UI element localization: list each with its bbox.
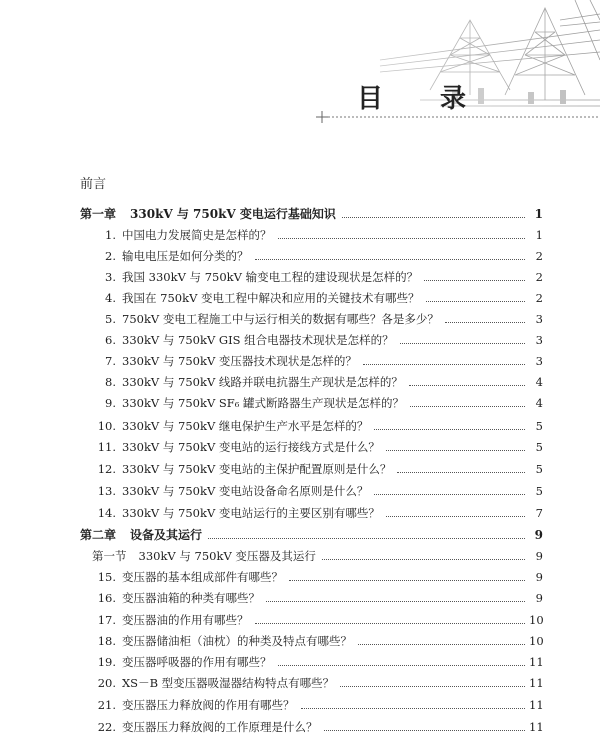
toc-leader-dots xyxy=(208,537,525,539)
toc-entry xyxy=(92,607,543,627)
toc-entry-number: 10. xyxy=(97,419,116,433)
toc-entry xyxy=(92,264,543,284)
toc-entry-title: 330kV 与 750kV 变压器及其运行 xyxy=(138,549,316,563)
toc-leader-dots xyxy=(386,515,525,517)
toc-entry xyxy=(92,285,543,305)
toc-page-number: 2 xyxy=(535,249,543,263)
toc-leader-dots xyxy=(278,237,526,239)
toc-entry-number: 13. xyxy=(97,484,116,498)
toc-entry-number: 5. xyxy=(105,312,116,326)
toc-page-number: 11 xyxy=(529,698,544,712)
toc-entry-title: 变压器的基本组成部件有哪些？ xyxy=(122,570,283,584)
toc-entry xyxy=(92,585,543,605)
toc-section-label: 第一节 xyxy=(92,549,127,563)
toc-section xyxy=(92,543,543,563)
toc-leader-dots xyxy=(363,363,525,365)
toc-entry-title: 变压器呼吸器的作用有哪些？ xyxy=(122,655,272,669)
toc-entry-title: 330kV 与 750kV 变电站的主保护配置原则是什么？ xyxy=(122,462,392,476)
toc-page-number: 1 xyxy=(534,207,543,221)
toc-page-number: 9 xyxy=(535,591,543,605)
toc-entry-title: 330kV 与 750kV 变压器技术现状是怎样的？ xyxy=(122,354,357,368)
toc-leader-dots xyxy=(358,643,525,645)
toc-page-number: 11 xyxy=(529,676,544,690)
toc-leader-dots xyxy=(410,405,525,407)
toc-leader-dots xyxy=(409,384,525,386)
toc-entry-title: 330kV 与 750kV 变电站设备命名原则是什么？ xyxy=(122,484,369,498)
toc-entry-number: 9. xyxy=(105,396,116,410)
toc-preface: 前言 xyxy=(80,177,107,192)
toc-entry xyxy=(92,692,543,712)
toc-entry-number: 18. xyxy=(97,634,116,648)
toc-page-number: 7 xyxy=(535,506,543,520)
toc-leader-dots xyxy=(374,428,525,430)
toc-leader-dots xyxy=(386,449,525,451)
toc-entry-title: 变压器储油柜（油枕）的种类及特点有哪些？ xyxy=(122,634,352,648)
toc-entry-title: 输电电压是如何分类的？ xyxy=(122,249,249,263)
toc-chapter xyxy=(80,522,543,542)
toc-entry-title: 330kV 与 750kV 变电运行基础知识 xyxy=(130,207,336,221)
toc-entry-number: 4. xyxy=(105,291,116,305)
toc-leader-dots xyxy=(426,300,525,302)
toc-page-number: 5 xyxy=(535,419,543,433)
toc-leader-dots xyxy=(400,342,525,344)
toc-entry-number: 15. xyxy=(97,570,116,584)
toc-entry-number: 14. xyxy=(97,506,116,520)
toc-entry-title: 750kV 变电工程施工中与运行相关的数据有哪些？各是多少？ xyxy=(122,312,439,326)
toc-entry-number: 1. xyxy=(105,228,116,242)
toc-leader-dots xyxy=(324,729,526,731)
toc-entry-title: 330kV 与 750kV 线路并联电抗器生产现状是怎样的？ xyxy=(122,375,403,389)
toc-entry xyxy=(92,500,543,520)
toc-leader-dots xyxy=(255,258,526,260)
toc-entry-number: 7. xyxy=(105,354,116,368)
toc-page-number: 3 xyxy=(535,333,543,347)
toc-entry-number: 17. xyxy=(97,613,116,627)
toc-entry-number: 19. xyxy=(97,655,116,669)
toc-entry-number: 2. xyxy=(105,249,116,263)
toc-entry-number: 6. xyxy=(105,333,116,347)
toc-leader-dots xyxy=(445,321,525,323)
toc-entry xyxy=(92,456,543,476)
toc-leader-dots xyxy=(278,664,526,666)
toc-entry-title: 变压器压力释放阀的作用有哪些？ xyxy=(122,698,295,712)
toc-page-number: 2 xyxy=(535,291,543,305)
toc-entry xyxy=(92,564,543,584)
toc-page-number: 9 xyxy=(535,570,543,584)
toc-entry xyxy=(92,369,543,389)
toc-entry-number: 21. xyxy=(97,698,116,712)
toc-page-number: 11 xyxy=(529,720,544,734)
toc-leader-dots xyxy=(255,622,526,624)
toc-leader-dots xyxy=(266,600,525,602)
toc-entry-number: 8. xyxy=(105,375,116,389)
toc-entry xyxy=(92,390,543,410)
toc-entry xyxy=(92,243,543,263)
toc-leader-dots xyxy=(340,685,525,687)
substation-illustration xyxy=(0,0,600,135)
toc-entry-number: 12. xyxy=(97,462,116,476)
toc-entry-title: 我国 330kV 与 750kV 输变电工程的建设现状是怎样的？ xyxy=(122,270,419,284)
toc-entry-number: 20. xyxy=(97,676,116,690)
toc-entry xyxy=(92,348,543,368)
toc-entry-title: 中国电力发展简史是怎样的？ xyxy=(122,228,272,242)
toc-entry xyxy=(92,413,543,433)
toc-page-number: 2 xyxy=(535,270,543,284)
toc-entry xyxy=(92,327,543,347)
toc-entry-title: 330kV 与 750kV SF₆ 罐式断路器生产现状是怎样的？ xyxy=(122,396,405,410)
toc-leader-dots xyxy=(342,216,525,218)
toc-page-number: 9 xyxy=(535,549,543,563)
toc-entry-number: 16. xyxy=(97,591,116,605)
toc-entry-title: XS－B 型变压器吸湿器结构特点有哪些？ xyxy=(122,676,335,690)
toc-entry-number: 3. xyxy=(105,270,116,284)
toc-leader-dots xyxy=(424,279,525,281)
toc-page-number: 4 xyxy=(535,396,543,410)
toc-entry-title: 330kV 与 750kV 变电站的运行接线方式是什么？ xyxy=(122,440,380,454)
toc-entry xyxy=(92,649,543,669)
toc-page-number: 4 xyxy=(535,375,543,389)
toc-chapter-label: 第二章 xyxy=(80,528,117,542)
toc-page-number: 5 xyxy=(535,462,543,476)
toc-page-number: 5 xyxy=(535,484,543,498)
toc-entry xyxy=(92,670,543,690)
page-title: 目 录 xyxy=(357,84,491,114)
toc-entry-title: 设备及其运行 xyxy=(130,528,203,542)
toc-entry-number: 22. xyxy=(97,720,116,734)
toc-chapter-label: 第一章 xyxy=(80,207,117,221)
header-banner xyxy=(0,0,600,135)
toc-entry xyxy=(92,714,543,734)
toc-entry-title: 变压器压力释放阀的工作原理是什么？ xyxy=(122,720,318,734)
toc-entry-title: 330kV 与 750kV 变电站运行的主要区别有哪些？ xyxy=(122,506,380,520)
toc-leader-dots xyxy=(301,707,526,709)
toc-page-number: 9 xyxy=(534,528,543,542)
toc-entry xyxy=(92,306,543,326)
toc-entry-number: 11. xyxy=(97,440,116,454)
toc-page-number: 11 xyxy=(529,655,544,669)
toc-entry xyxy=(92,222,543,242)
toc-entry-title: 330kV 与 750kV 继电保护生产水平是怎样的？ xyxy=(122,419,369,433)
toc-entry xyxy=(92,434,543,454)
toc-chapter xyxy=(80,201,543,221)
toc-page-number: 5 xyxy=(535,440,543,454)
toc-entry-title: 变压器油箱的种类有哪些？ xyxy=(122,591,260,605)
toc-leader-dots xyxy=(397,471,525,473)
toc-page-number: 3 xyxy=(535,312,543,326)
toc-page-number: 10 xyxy=(529,634,544,648)
toc-leader-dots xyxy=(289,579,525,581)
toc-page-number: 1 xyxy=(535,228,543,242)
toc-leader-dots xyxy=(322,558,525,560)
toc-leader-dots xyxy=(374,493,525,495)
toc-entry xyxy=(92,628,543,648)
toc-entry-title: 我国在 750kV 变电工程中解决和应用的关键技术有哪些？ xyxy=(122,291,420,305)
toc-entry-title: 变压器油的作用有哪些？ xyxy=(122,613,249,627)
toc-entry xyxy=(92,478,543,498)
toc-page-number: 10 xyxy=(529,613,544,627)
toc-entry-title: 330kV 与 750kV GIS 组合电器技术现状是怎样的？ xyxy=(122,333,394,347)
toc-page-number: 3 xyxy=(535,354,543,368)
